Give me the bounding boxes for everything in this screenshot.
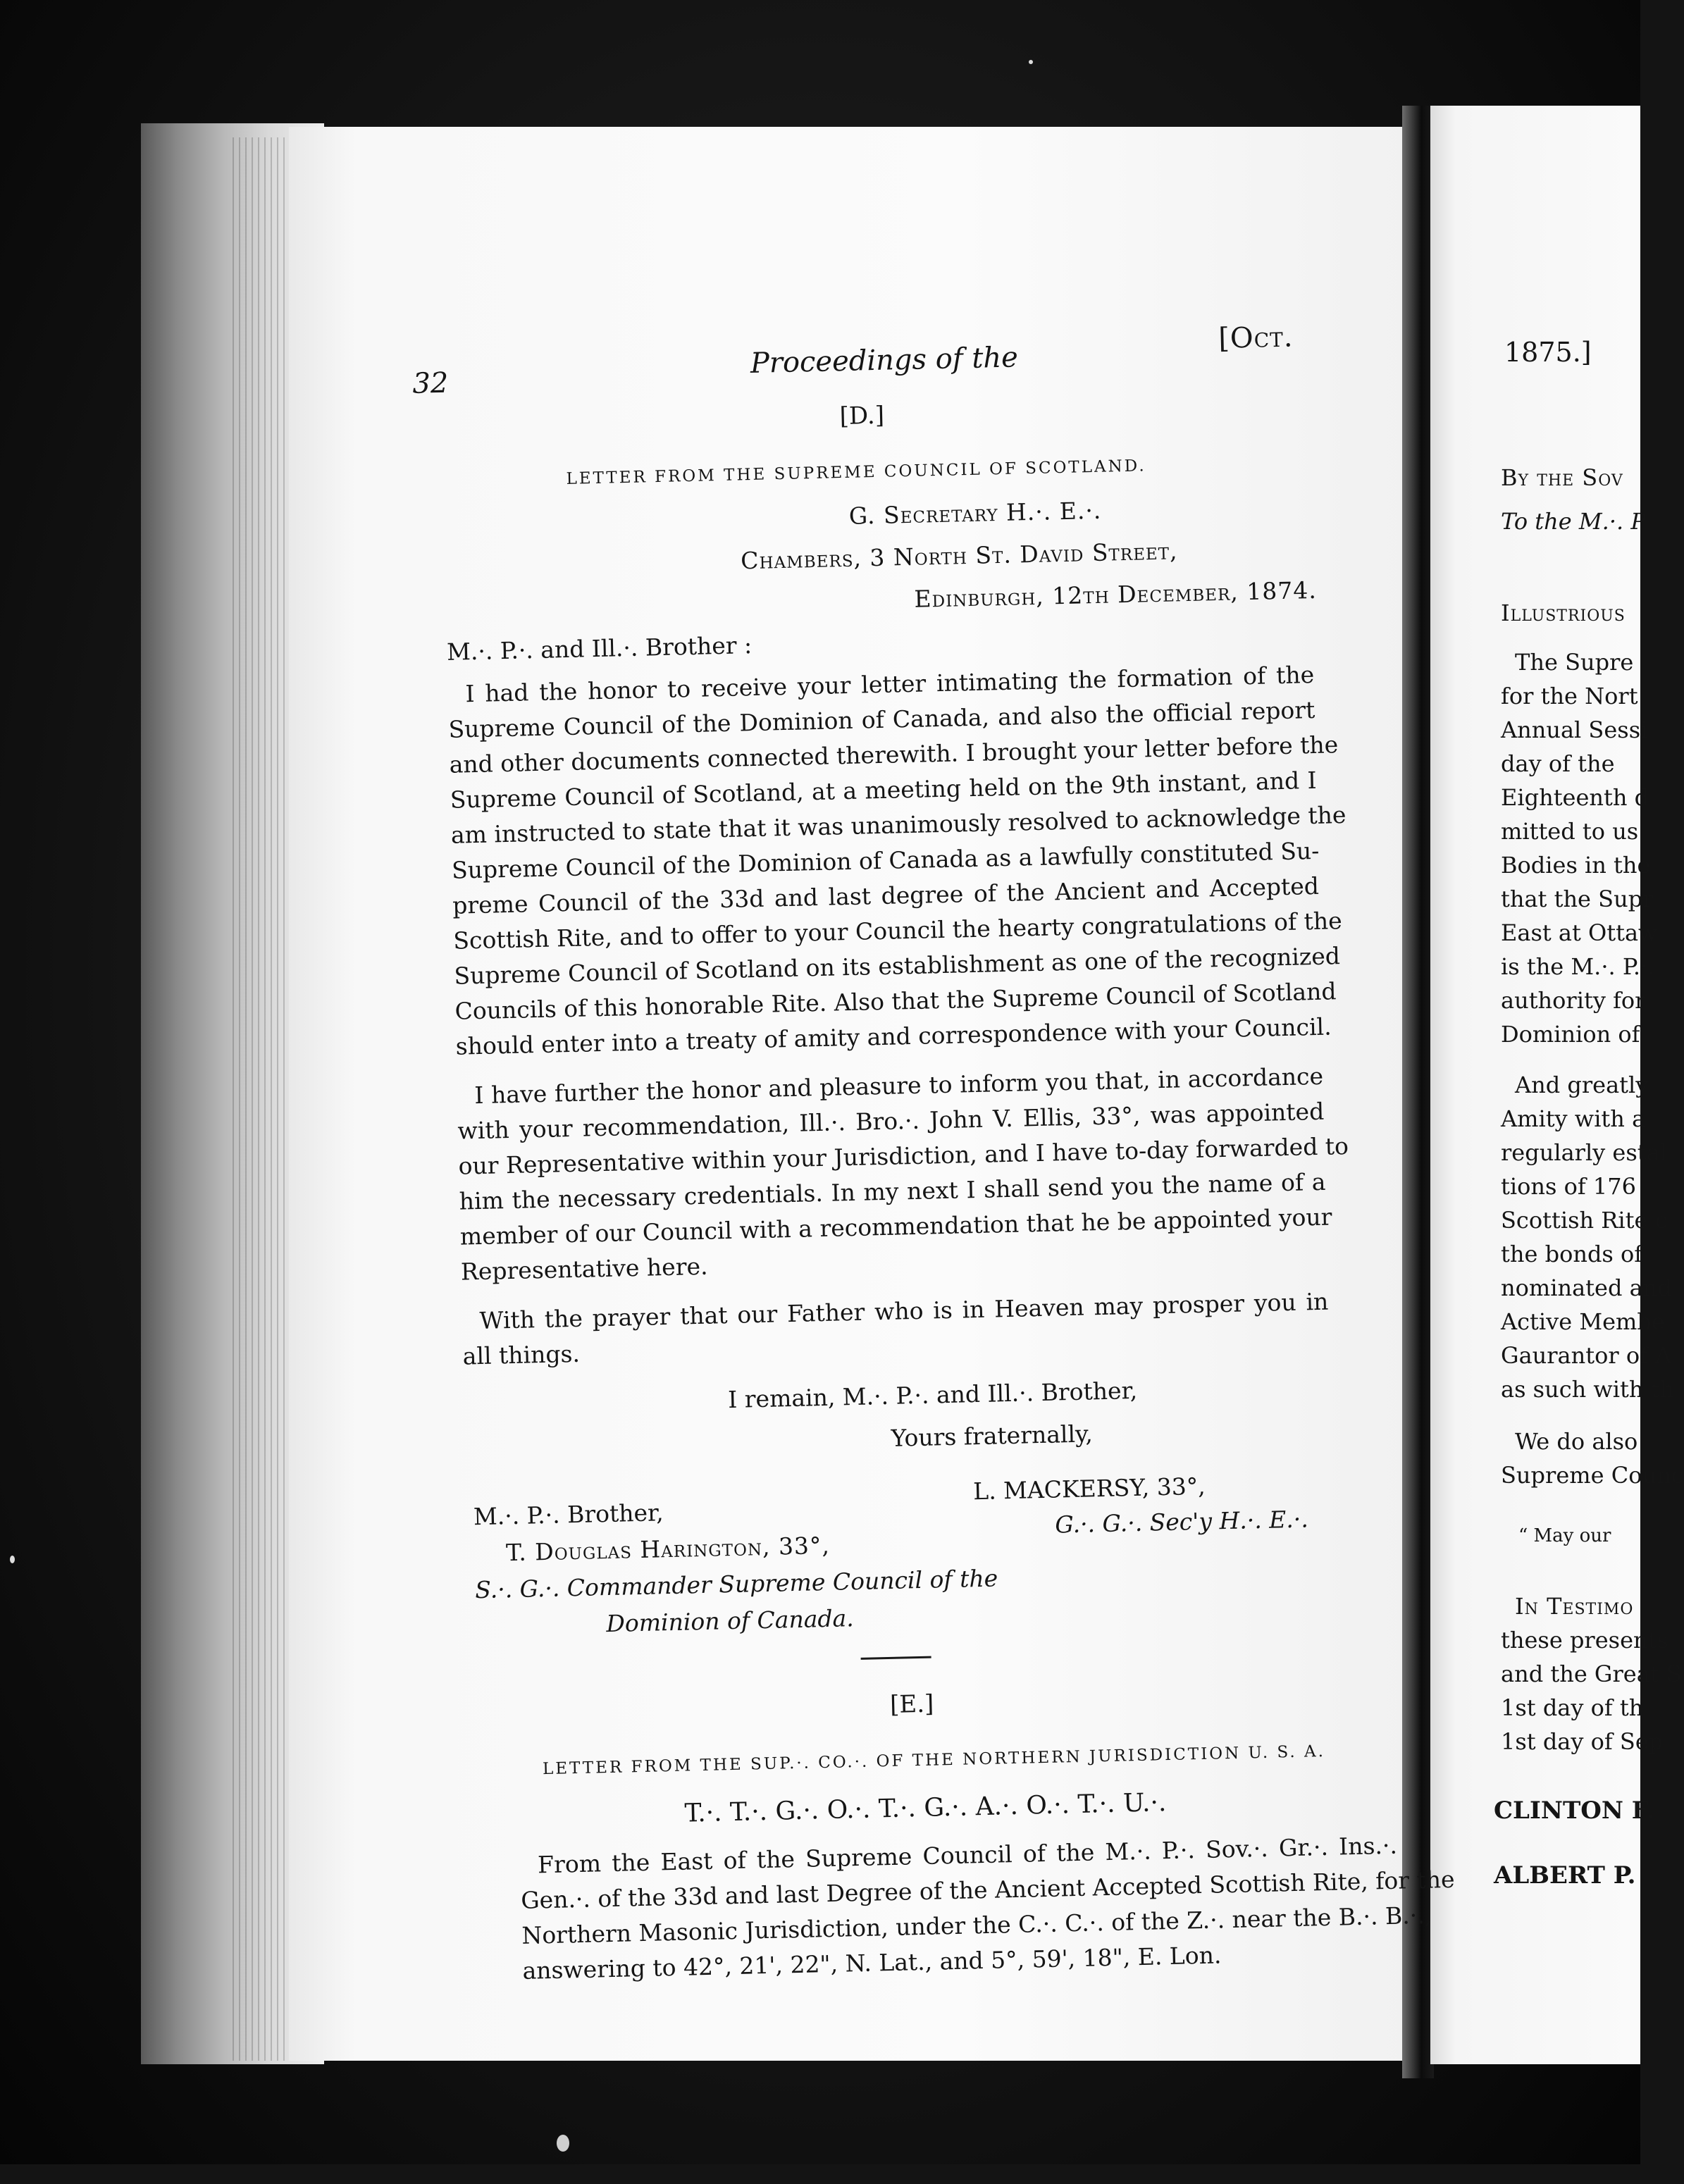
right-line: “ May our: [1518, 1525, 1611, 1546]
paragraph-line: I have further the honor and pleasure to inform you that, in accordance: [473, 1062, 1324, 1110]
right-line: Illustrious: [1501, 600, 1626, 626]
right-signature: ALBERT P.: [1494, 1861, 1636, 1890]
paragraph-line: preme Council of the 33d and last degree of the Ancient and Accepted: [452, 871, 1320, 919]
paragraph-line: Supreme Council of Scotland on its establishment as one of the recognized: [454, 942, 1341, 990]
right-line: day of the: [1501, 750, 1615, 777]
right-line: as such with th: [1501, 1376, 1675, 1403]
paragraph-line: him the necessary credentials. In my next I shall send you the name of a: [459, 1167, 1326, 1215]
right-line: Dominion of: [1501, 1021, 1640, 1048]
paragraph-line: I had the honor to receive your letter intimating the formation of the: [464, 660, 1315, 708]
section-label: [E.]: [889, 1689, 934, 1719]
paragraph-line: member of our Council with a recommendation that he be appointed your: [459, 1203, 1332, 1251]
right-line: these presents: [1501, 1627, 1668, 1653]
right-line: regularly estal: [1501, 1139, 1667, 1166]
paragraph-line: Gen.·. of the 33d and last Degree of the Ancient Accepted Scottish Rite, for the: [520, 1865, 1455, 1914]
right-line: To the M.·. P: [1501, 508, 1646, 535]
right-line: The Supre: [1515, 649, 1634, 676]
section-heading: LETTER FROM THE SUP.·. CO.·. OF THE NORTHERN JURISDICTION U. S. A.: [542, 1742, 1326, 1779]
dust-speck: [557, 2135, 569, 2152]
address-line: Chambers, 3 North St. David Street,: [740, 537, 1178, 575]
running-head-date: [Oct.: [1218, 321, 1294, 355]
paragraph-line: am instructed to state that it was unanimously resolved to acknowledge the: [450, 800, 1346, 849]
paragraph-line: Northern Masonic Jurisdiction, under the C.·. C.·. of the Z.·. near the B.·. B.·.,: [521, 1901, 1432, 1949]
signature-title: G.·. G.·. Sec'y H.·. E.·.: [1054, 1505, 1309, 1539]
running-head: Proceedings of the: [750, 341, 1019, 380]
right-line: Scottish Rite c: [1501, 1207, 1668, 1234]
right-line: Supreme Counc: [1501, 1462, 1684, 1489]
paragraph-line: Scottish Rite, and to offer to your Council the hearty congratulations of the: [452, 907, 1343, 955]
right-line: Bodies in the: [1501, 852, 1651, 879]
right-line: East at Ottaw: [1501, 919, 1658, 946]
addressee-line: Dominion of Canada.: [605, 1604, 855, 1638]
section-heading: LETTER FROM THE SUPREME COUNCIL OF SCOTLAND.: [566, 457, 1146, 488]
paragraph-line: our Representative within your Jurisdiction, and I have to-day forwarded to: [458, 1132, 1349, 1180]
right-line: By the Sov: [1501, 464, 1623, 491]
paragraph-line: Supreme Council of the Dominion of Canada as a lawfully constituted Su-: [451, 836, 1320, 884]
right-line: nominated and: [1501, 1274, 1672, 1301]
right-year: 1875.]: [1504, 337, 1592, 368]
paragraph-line: With the prayer that our Father who is in Heaven may prosper you in: [479, 1287, 1329, 1335]
addressee-line: M.·. P.·. Brother,: [473, 1499, 664, 1531]
paragraph-line: Supreme Council of Scotland, at a meeting held on the 9th instant, and I: [450, 766, 1317, 814]
right-line: for the Nort: [1501, 683, 1638, 709]
paragraph-line: and other documents connected therewith. I brought your letter before the: [449, 731, 1339, 778]
right-line: mitted to us: [1501, 818, 1639, 845]
paragraph-line: From the East of the Supreme Council of the M.·. P.·. Sov.·. Gr.·. Ins.·.: [537, 1831, 1398, 1879]
page-number: 32: [411, 366, 449, 400]
paragraph-line: answering to 42°, 21', 22", N. Lat., and 5°, 59', 18", E. Lon.: [522, 1941, 1222, 1985]
right-line: And greatly: [1515, 1072, 1649, 1098]
right-line: Amity with a: [1501, 1105, 1646, 1132]
right-line: Annual Sessi: [1501, 716, 1648, 743]
right-signature: CLINTON F.: [1494, 1797, 1655, 1825]
right-line: authority for: [1501, 987, 1646, 1014]
paragraph-line: Councils of this honorable Rite. Also that the Supreme Council of Scotland: [454, 977, 1337, 1025]
right-line: We do also: [1515, 1428, 1638, 1455]
right-line: is the M.·. P.·.: [1501, 953, 1655, 980]
right-line: Gaurantor of A: [1501, 1342, 1672, 1369]
right-line: and the Great S: [1501, 1661, 1682, 1687]
addressee-line: S.·. G.·. Commander Supreme Council of the: [474, 1564, 998, 1604]
addressee-line: T. Douglas Harington, 33°,: [505, 1531, 831, 1567]
dust-speck: [1029, 60, 1033, 64]
section-divider: [861, 1656, 931, 1660]
paragraph-line: with your recommendation, Ill.·. Bro.·. John V. Ellis, 33°, was appointed: [457, 1097, 1325, 1145]
right-line: Eighteenth d: [1501, 784, 1649, 811]
right-line: In Testimo: [1515, 1593, 1634, 1620]
dust-speck: [10, 1556, 15, 1563]
signature-name: L. MACKERSY, 33°,: [972, 1472, 1206, 1506]
paragraph-line: all things.: [462, 1339, 581, 1370]
paragraph-line: Representative here.: [460, 1252, 708, 1286]
right-line: the bonds of: [1501, 1241, 1643, 1267]
salutation: M.·. P.·. and Ill.·. Brother :: [446, 631, 753, 666]
right-line: that the Supr: [1501, 886, 1654, 912]
closing-line: Yours fraternally,: [891, 1420, 1094, 1452]
address-line: Edinburgh, 12th December, 1874.: [914, 576, 1318, 613]
invocation: T.·. T.·. G.·. O.·. T.·. G.·. A.·. O.·. T.·. U.·.: [684, 1788, 1167, 1828]
address-line: G. Secretary H.·. E.·.: [848, 496, 1102, 530]
section-label: [D.]: [839, 401, 885, 431]
paragraph-line: should enter into a treaty of amity and correspondence with your Council.: [455, 1012, 1332, 1060]
paragraph-line: Supreme Council of the Dominion of Canada, and also the official report: [448, 695, 1315, 743]
right-line: 1st day of Sep: [1501, 1728, 1664, 1755]
right-line: Active Membe: [1501, 1308, 1665, 1335]
right-line: 1st day of th: [1501, 1694, 1644, 1721]
right-line: tions of 176: [1501, 1173, 1636, 1200]
closing-line: I remain, M.·. P.·. and Ill.·. Brother,: [727, 1376, 1138, 1414]
